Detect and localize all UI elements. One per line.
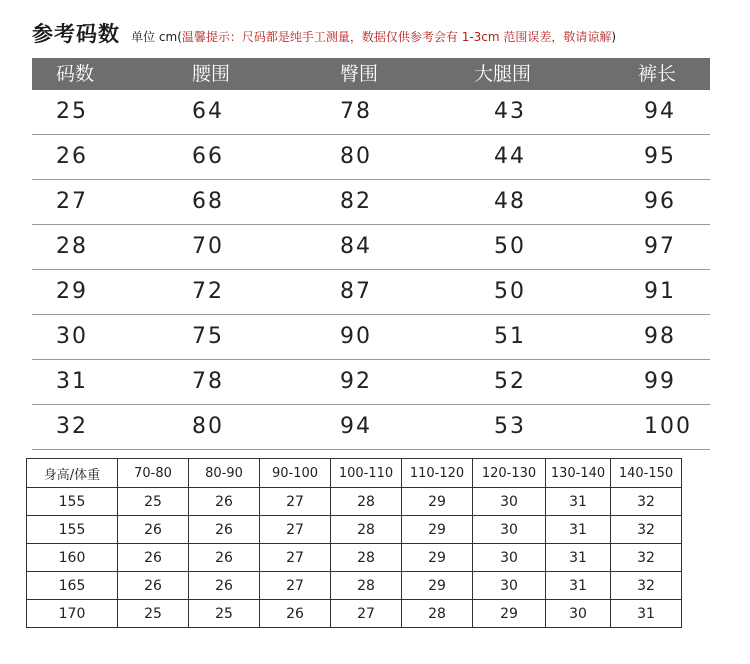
hw-row (27, 600, 682, 628)
hw-size-cell: 25 (189, 600, 260, 628)
hw-header-weight-range: 80-90 (189, 459, 260, 488)
size-row (32, 135, 710, 180)
hw-size-cell: 28 (331, 544, 402, 572)
hw-size-cell: 31 (546, 516, 611, 544)
size-cell: 30 (56, 324, 88, 349)
length-cell: 97 (644, 234, 676, 259)
hw-size-cell: 27 (260, 516, 331, 544)
hw-header-weight-range: 120-130 (473, 459, 546, 488)
header-thigh: 大腿围 (474, 63, 532, 85)
hw-size-cell: 27 (331, 600, 402, 628)
hw-size-cell: 31 (546, 488, 611, 516)
hw-size-cell: 29 (402, 488, 473, 516)
waist-cell: 64 (192, 99, 224, 124)
size-cell: 25 (56, 99, 88, 124)
size-cell: 29 (56, 279, 88, 304)
waist-cell: 66 (192, 144, 224, 169)
hw-height-cell: 170 (27, 600, 118, 628)
size-table-body (32, 90, 710, 450)
hw-size-cell: 26 (118, 544, 189, 572)
hw-size-cell: 28 (331, 572, 402, 600)
hw-size-cell: 26 (189, 488, 260, 516)
waist-cell: 75 (192, 324, 224, 349)
note-close-paren: ) (611, 30, 617, 44)
length-cell: 96 (644, 189, 676, 214)
hw-size-cell: 30 (473, 516, 546, 544)
unit-label: 单位 cm( (131, 30, 182, 44)
hw-header-row (27, 459, 682, 488)
hw-size-cell: 28 (402, 600, 473, 628)
header-hip: 臀围 (340, 63, 379, 85)
length-cell: 95 (644, 144, 676, 169)
hw-height-cell: 155 (27, 516, 118, 544)
hw-size-cell: 31 (611, 600, 682, 628)
height-weight-table (26, 458, 682, 628)
hw-size-cell: 26 (189, 544, 260, 572)
size-row (32, 315, 710, 360)
thigh-cell: 53 (494, 414, 526, 439)
size-row (32, 405, 710, 450)
hw-size-cell: 30 (473, 544, 546, 572)
header-length: 裤长 (638, 63, 677, 85)
size-cell: 27 (56, 189, 88, 214)
hw-size-cell: 32 (611, 488, 682, 516)
hw-size-cell: 27 (260, 488, 331, 516)
hw-size-cell: 27 (260, 572, 331, 600)
hw-size-cell: 30 (546, 600, 611, 628)
header-size: 码数 (56, 63, 95, 85)
waist-cell: 80 (192, 414, 224, 439)
thigh-cell: 48 (494, 189, 526, 214)
hw-size-cell: 26 (260, 600, 331, 628)
hip-cell: 84 (340, 234, 372, 259)
length-cell: 94 (644, 99, 676, 124)
length-cell: 99 (644, 369, 676, 394)
hw-size-cell: 26 (118, 572, 189, 600)
hw-size-cell: 25 (118, 488, 189, 516)
size-cell: 28 (56, 234, 88, 259)
hw-size-cell: 26 (189, 572, 260, 600)
hw-size-cell: 32 (611, 516, 682, 544)
hip-cell: 87 (340, 279, 372, 304)
hw-height-cell: 165 (27, 572, 118, 600)
waist-cell: 78 (192, 369, 224, 394)
measurement-note: 温馨提示：尺码都是纯手工测量，数据仅供参考会有 1-3cm 范围误差，敬请谅解 (181, 30, 612, 44)
size-cell: 26 (56, 144, 88, 169)
hw-size-cell: 29 (402, 544, 473, 572)
hw-header-weight-range: 70-80 (118, 459, 189, 488)
thigh-cell: 43 (494, 99, 526, 124)
thigh-cell: 52 (494, 369, 526, 394)
thigh-cell: 51 (494, 324, 526, 349)
hw-size-cell: 28 (331, 516, 402, 544)
hw-size-cell: 26 (118, 516, 189, 544)
size-cell: 32 (56, 414, 88, 439)
length-cell: 91 (644, 279, 676, 304)
hw-size-cell: 27 (260, 544, 331, 572)
hw-size-cell: 32 (611, 544, 682, 572)
waist-cell: 70 (192, 234, 224, 259)
size-cell: 31 (56, 369, 88, 394)
hip-cell: 80 (340, 144, 372, 169)
thigh-cell: 50 (494, 234, 526, 259)
hw-size-cell: 25 (118, 600, 189, 628)
length-cell: 100 (644, 414, 692, 439)
hw-header-weight-range: 110-120 (402, 459, 473, 488)
waist-cell: 68 (192, 189, 224, 214)
hw-row (27, 488, 682, 516)
size-table-header (32, 58, 710, 90)
thigh-cell: 50 (494, 279, 526, 304)
hip-cell: 90 (340, 324, 372, 349)
hw-header-weight-range: 100-110 (331, 459, 402, 488)
hip-cell: 78 (340, 99, 372, 124)
hw-height-cell: 160 (27, 544, 118, 572)
hw-size-cell: 30 (473, 488, 546, 516)
hw-header-height-weight: 身高/体重 (27, 459, 118, 488)
waist-cell: 72 (192, 279, 224, 304)
hw-size-cell: 29 (402, 516, 473, 544)
hw-size-cell: 29 (402, 572, 473, 600)
size-row (32, 180, 710, 225)
length-cell: 98 (644, 324, 676, 349)
hw-row (27, 544, 682, 572)
hw-header-weight-range: 130-140 (546, 459, 611, 488)
hip-cell: 92 (340, 369, 372, 394)
hw-header-weight-range: 90-100 (260, 459, 331, 488)
header-waist: 腰围 (192, 63, 231, 85)
size-row (32, 225, 710, 270)
hw-height-cell: 155 (27, 488, 118, 516)
size-row (32, 90, 710, 135)
hw-size-cell: 31 (546, 572, 611, 600)
thigh-cell: 44 (494, 144, 526, 169)
page-title: 参考码数 (32, 22, 120, 46)
hw-header-weight-range: 140-150 (611, 459, 682, 488)
size-row (32, 360, 710, 405)
hip-cell: 82 (340, 189, 372, 214)
title-row (32, 18, 616, 48)
hw-size-cell: 29 (473, 600, 546, 628)
hw-size-cell: 26 (189, 516, 260, 544)
hw-size-cell: 31 (546, 544, 611, 572)
hip-cell: 94 (340, 414, 372, 439)
hw-row (27, 516, 682, 544)
size-row (32, 270, 710, 315)
hw-size-cell: 32 (611, 572, 682, 600)
hw-size-cell: 28 (331, 488, 402, 516)
hw-size-cell: 30 (473, 572, 546, 600)
hw-row (27, 572, 682, 600)
